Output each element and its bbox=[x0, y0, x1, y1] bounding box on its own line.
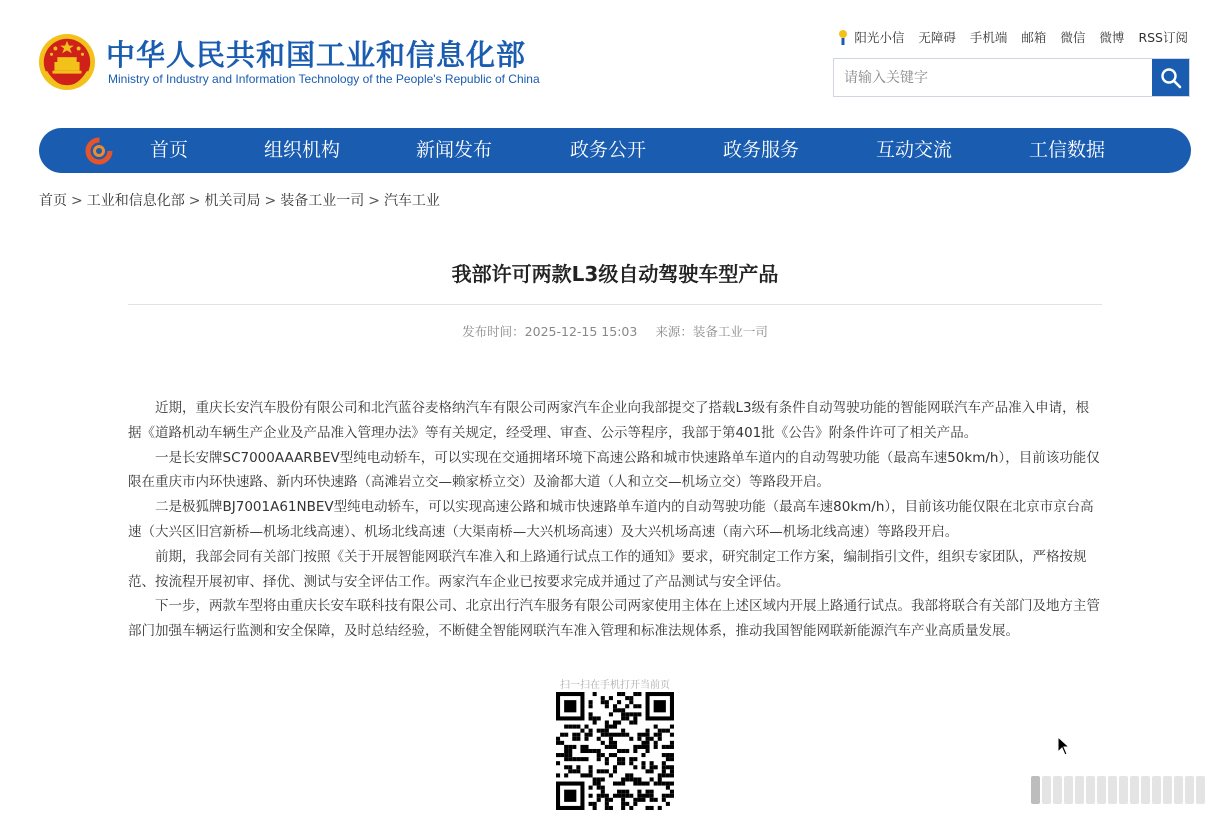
source-value: 装备工业一司 bbox=[692, 324, 768, 339]
breadcrumb bbox=[39, 190, 440, 210]
published-label: 发布时间： bbox=[462, 324, 525, 339]
top-link-sunshine[interactable] bbox=[836, 28, 904, 46]
page-indicator bbox=[1031, 776, 1205, 804]
nav-item-news[interactable]: 新闻发布 bbox=[416, 139, 493, 161]
article-title: 我部许可两款L3级自动驾驶车型产品 bbox=[451, 262, 779, 286]
top-link-label: 阳光小信 bbox=[854, 30, 905, 45]
breadcrumb-separator: > bbox=[71, 193, 83, 209]
top-link-mobile[interactable]: 手机端 bbox=[969, 30, 1008, 45]
nav-item-home[interactable]: 首页 bbox=[150, 139, 189, 161]
page-indicator-dot[interactable] bbox=[1196, 776, 1205, 804]
nav-item-gov-affairs[interactable]: 政务公开 bbox=[570, 139, 647, 161]
page-indicator-dot[interactable] bbox=[1141, 776, 1150, 804]
top-link-weibo[interactable]: 微博 bbox=[1099, 30, 1125, 45]
page-indicator-dot[interactable] bbox=[1075, 776, 1084, 804]
e-gov-logo-icon[interactable] bbox=[83, 135, 115, 167]
nav-item-gov-services[interactable]: 政务服务 bbox=[723, 139, 800, 161]
sun-icon bbox=[836, 28, 850, 46]
page-indicator-dot[interactable] bbox=[1130, 776, 1139, 804]
top-link-wechat[interactable]: 微信 bbox=[1060, 30, 1086, 45]
breadcrumb-separator: > bbox=[264, 193, 277, 209]
nav-item-organization[interactable]: 组织机构 bbox=[264, 139, 341, 161]
page-indicator-dot[interactable] bbox=[1119, 776, 1128, 804]
title-divider bbox=[128, 304, 1102, 305]
breadcrumb-item-departments[interactable]: 机关司局 bbox=[204, 193, 261, 209]
main-nav bbox=[39, 128, 1191, 173]
published-time: 2025-12-15 15:03 bbox=[524, 324, 638, 339]
page-indicator-dot[interactable] bbox=[1086, 776, 1095, 804]
page-indicator-dot[interactable] bbox=[1174, 776, 1183, 804]
page-indicator-dot[interactable] bbox=[1031, 776, 1040, 804]
qr-label: 扫一扫在手机打开当前页 bbox=[560, 680, 670, 691]
page-indicator-dot[interactable] bbox=[1042, 776, 1051, 804]
page-indicator-dot[interactable] bbox=[1053, 776, 1062, 804]
page-indicator-dot[interactable] bbox=[1152, 776, 1161, 804]
article-paragraph: 一是长安牌SC7000AAARBEV型纯电动轿车，可以实现在交通拥堵环境下高速公路和城市快速路单车道内的自动驾驶功能（最高车速50km/h），目前该功能仅限在重庆市内环快速路、新内环快速路（高滩岩立交—赖家桥立交）及渝都大道（人和立交—机场立交）等路段开启。 bbox=[128, 449, 1100, 491]
top-links bbox=[836, 28, 1188, 46]
breadcrumb-item-home[interactable]: 首页 bbox=[39, 193, 67, 209]
nav-item-interaction[interactable]: 互动交流 bbox=[876, 139, 953, 161]
page-indicator-dot[interactable] bbox=[1185, 776, 1194, 804]
national-emblem-icon bbox=[38, 33, 96, 91]
breadcrumb-separator: > bbox=[368, 193, 380, 209]
mouse-cursor-icon bbox=[1057, 736, 1071, 756]
article-paragraph: 下一步，两款车型将由重庆长安车联科技有限公司、北京出行汽车服务有限公司两家使用主体在上述区域内开展上路通行试点。我部将联合有关部门及地方主管部门加强车辆运行监测和安全保障，及时总结经验，不断健全智能网联汽车准入管理和标准法规体系，推动我国智能网联新能源汽车产业高质量发展。 bbox=[128, 598, 1100, 640]
search-input[interactable] bbox=[834, 59, 1152, 96]
search-icon bbox=[1160, 67, 1182, 89]
source-label: 来源： bbox=[655, 324, 693, 339]
search-box bbox=[833, 58, 1190, 97]
site-name[interactable]: 中华人民共和国工业和信息化部 bbox=[106, 38, 527, 72]
article-paragraph: 二是极狐牌BJ7001A61NBEV型纯电动轿车，可以实现高速公路和城市快速路单车道内的自动驾驶功能（最高车速80km/h），目前该功能仅限在北京市京台高速（大兴区旧宫新桥—机场北线高速）、机场北线高速（大渠南桥—大兴机场高速）及大兴机场高速（南六环—机场北线高速）等路段开启。 bbox=[128, 499, 1094, 540]
article-paragraph: 近期，重庆长安汽车股份有限公司和北汽蓝谷麦格纳汽车有限公司两家汽车企业向我部提交了搭载L3级有条件自动驾驶功能的智能网联汽车产品准入申请，根据《道路机动车辆生产企业及产品准入管理办法》等有关规定，经受理、审查、公示等程序，我部于第401批《公告》附条件许可了相关产品。 bbox=[128, 400, 1090, 441]
top-link-mail[interactable]: 邮箱 bbox=[1021, 30, 1047, 45]
nav-item-data[interactable]: 工信数据 bbox=[1029, 139, 1106, 161]
breadcrumb-item-auto-industry[interactable]: 汽车工业 bbox=[383, 193, 440, 209]
top-link-accessibility[interactable]: 无障碍 bbox=[918, 30, 956, 45]
search-button[interactable] bbox=[1152, 59, 1189, 96]
article-meta bbox=[128, 322, 1102, 340]
page-indicator-dot[interactable] bbox=[1163, 776, 1172, 804]
article-body bbox=[128, 396, 1102, 644]
top-link-rss[interactable]: RSS订阅 bbox=[1138, 30, 1188, 45]
breadcrumb-item-equipment-dept[interactable]: 装备工业一司 bbox=[280, 193, 365, 209]
breadcrumb-item-ministry[interactable]: 工业和信息化部 bbox=[86, 193, 185, 209]
page-indicator-dot[interactable] bbox=[1097, 776, 1106, 804]
page-indicator-dot[interactable] bbox=[1064, 776, 1073, 804]
article-paragraph: 前期，我部会同有关部门按照《关于开展智能网联汽车准入和上路通行试点工作的通知》要求，研究制定工作方案，编制指引文件，组织专家团队，严格按规范、按流程开展初审、择优、测试与安全评估工作。两家汽车企业已按要求完成并通过了产品测试与安全评估。 bbox=[128, 548, 1087, 590]
site-name-en: Ministry of Industry and Information Technology of the People's Republic of China bbox=[108, 72, 540, 86]
qr-code-icon bbox=[556, 692, 674, 810]
page-indicator-dot[interactable] bbox=[1108, 776, 1117, 804]
breadcrumb-separator: > bbox=[188, 193, 201, 209]
